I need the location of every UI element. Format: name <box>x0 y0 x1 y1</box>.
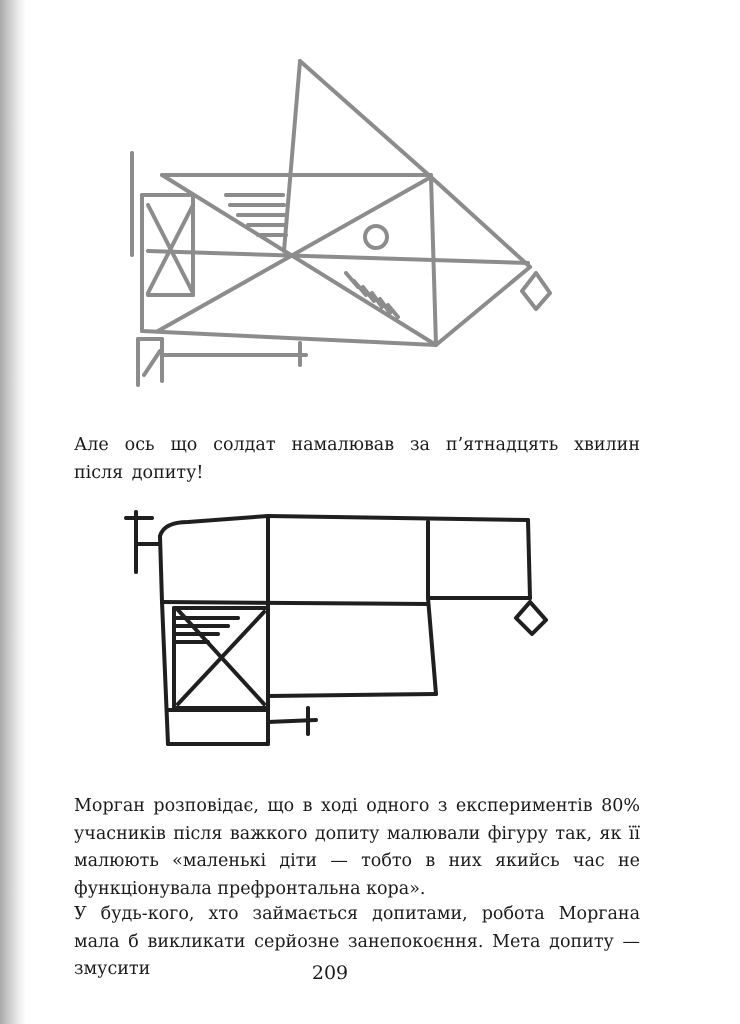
drawing-stroke <box>160 536 162 602</box>
drawing-stroke <box>162 602 168 744</box>
drawing-stroke <box>268 694 436 696</box>
drawing-stroke <box>148 251 528 263</box>
drawing-stroke <box>144 351 160 375</box>
paragraph-body: Морган розповідає, що в ході одного з експериментів 80% учасників після важкого допиту малювали фігуру так, як її малюють «маленькі діти — тобто в них якийсь час не функціонувала префронтальна кора». <box>74 796 640 899</box>
drawing-stroke <box>428 598 436 694</box>
paragraph-caption: Але ось що солдат намалював за п’ятнадцять хвилин після допиту! <box>74 435 640 483</box>
drawing-stroke <box>284 61 300 251</box>
drawing-stroke <box>268 516 528 520</box>
paragraph-body: У будь-кого, хто займається допитами, робота Моргана мала б викликати серйозне занепокоєння. Мета допиту — змусити <box>74 904 640 979</box>
drawing-stroke <box>528 520 530 598</box>
drawing-stroke <box>431 177 530 267</box>
drawing-stroke <box>522 273 550 309</box>
drawing-stroke <box>142 331 436 345</box>
drawing-stroke <box>436 267 530 345</box>
figure-drawing-after <box>118 508 558 756</box>
drawing-stroke <box>160 516 268 536</box>
drawing-stroke <box>365 226 387 248</box>
drawing-stroke <box>300 61 431 177</box>
drawing-stroke <box>516 602 546 634</box>
drawing-stroke <box>162 602 428 604</box>
page-edge-shadow <box>0 0 26 1024</box>
figure-drawing-before <box>118 55 558 395</box>
page-number: 209 <box>311 962 349 984</box>
